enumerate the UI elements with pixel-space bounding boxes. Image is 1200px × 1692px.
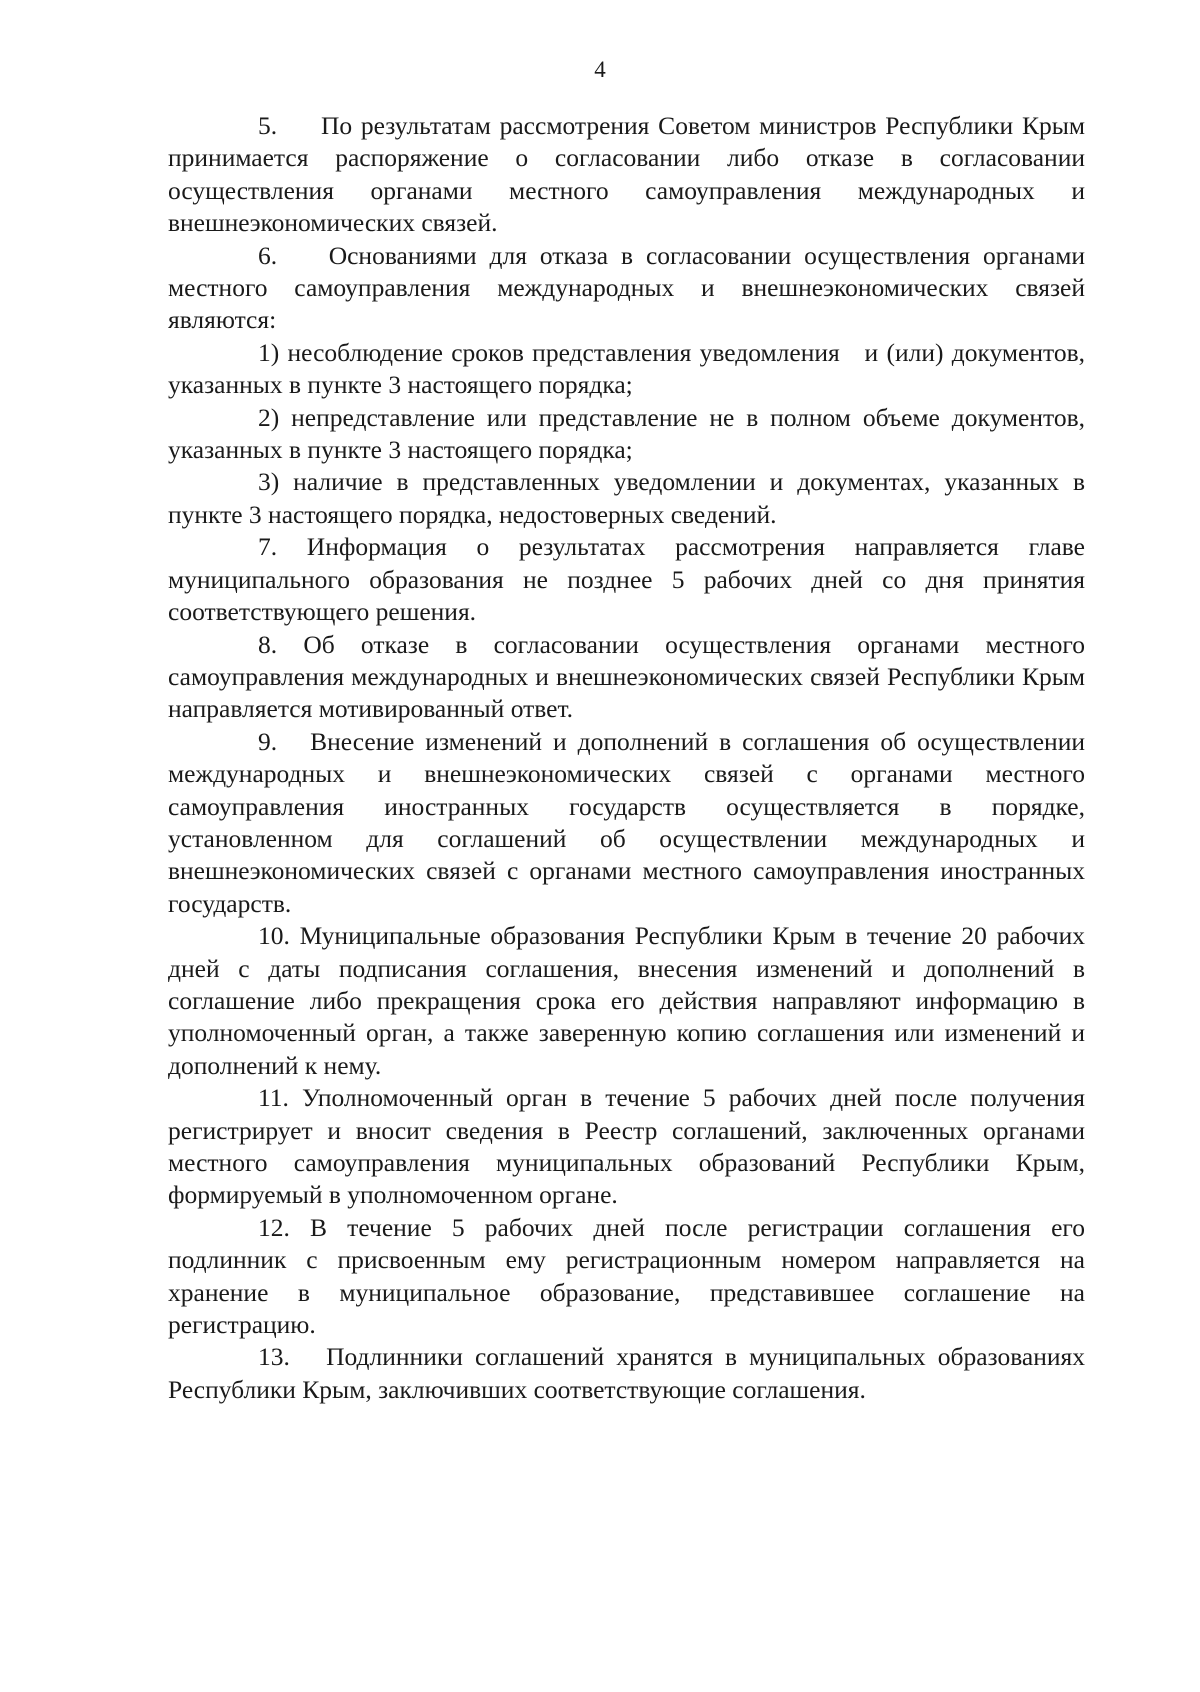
document-body (168, 110, 1085, 1406)
paragraph-7: 7. Информация о результатах рассмотрения направляется главе муниципального образования не позднее 5 рабочих дней со дня принятия соответствующего решения. (168, 532, 1085, 627)
paragraph-13: 13. Подлинники соглашений хранятся в муниципальных образованиях Республики Крым, заключивших соответствующие соглашения. (168, 1342, 1085, 1404)
paragraph-12: 12. В течение 5 рабочих дней после регистрации соглашения его подлинник с присвоенным ему регистрационным номером направляется на хранение в муниципальное образование, представившее соглашение на регистрацию. (168, 1212, 1085, 1340)
paragraph-9: 9. Внесение изменений и дополнений в соглашения об осуществлении международных и внешнеэкономических связей с органами местного самоуправления иностранных государств осуществляется в порядке, установленном для соглашений об осуществлении международных и внешнеэкономических связей с органами местного самоуправления иностранных государств. (168, 726, 1085, 918)
paragraph-6-item-3: 3) наличие в представленных уведомлении и документах, указанных в пункте 3 настоящего порядка, недостоверных сведений. (168, 467, 1085, 529)
paragraph-6: 6. Основаниями для отказа в согласовании осуществления органами местного самоуправления международных и внешнеэкономических связей являются: (168, 240, 1085, 335)
paragraph-6-item-1: 1) несоблюдение сроков представления уведомления и (или) документов, указанных в пункте 3 настоящего порядка; (168, 337, 1085, 400)
paragraph-11: 11. Уполномоченный орган в течение 5 рабочих дней после получения регистрирует и вносит сведения в Реестр соглашений, заключенных органами местного самоуправления муниципальных образований Республики Крым, формируемый в уполномоченном органе. (168, 1083, 1085, 1210)
paragraph-8: 8. Об отказе в согласовании осуществления органами местного самоуправления международных и внешнеэкономических связей Республики Крым направляется мотивированный ответ. (168, 629, 1085, 724)
paragraph-5: 5. По результатам рассмотрения Советом министров Республики Крым принимается распоряжение о согласовании либо отказе в согласовании осуществления органами местного самоуправления международных и внешнеэкономических связей. (168, 111, 1085, 238)
page-number: 4 (594, 57, 606, 82)
paragraph-6-item-2: 2) непредставление или представление не в полном объеме документов, указанных в пункте 3 настоящего порядка; (168, 402, 1085, 465)
paragraph-10: 10. Муниципальные образования Республики Крым в течение 20 рабочих дней с даты подписания соглашения, внесения изменений и дополнений в соглашение либо прекращения срока его действия направляют информацию в уполномоченный орган, а также заверенную копию соглашения или изменений и дополнений к нему. (168, 921, 1085, 1080)
